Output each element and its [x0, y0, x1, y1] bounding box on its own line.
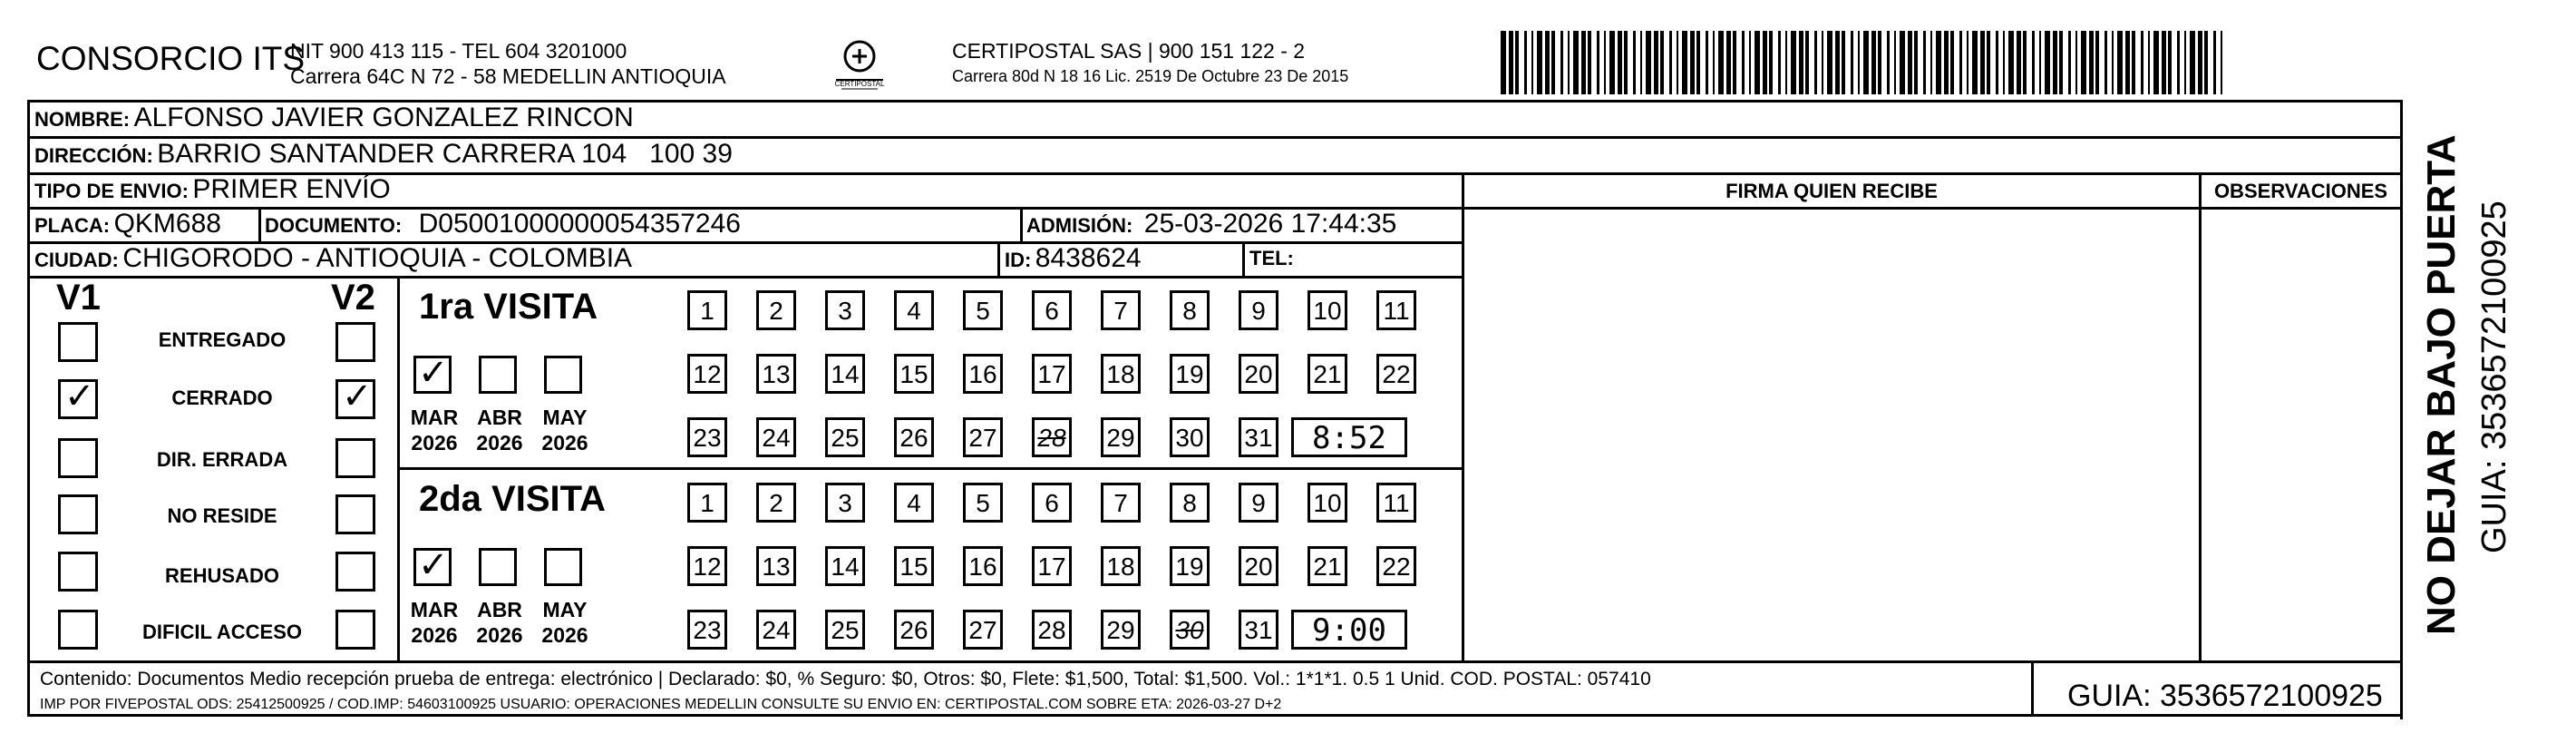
- documento-label: DOCUMENTO:: [265, 214, 403, 237]
- barcode-bar: [1640, 31, 1642, 94]
- month-label: [533, 597, 597, 648]
- barcode-bar: [1568, 31, 1570, 94]
- day-box[interactable]: 29: [1101, 610, 1141, 650]
- barcode-bar: [1581, 31, 1586, 94]
- day-box[interactable]: 11: [1376, 290, 1416, 330]
- month-checkbox[interactable]: [479, 356, 517, 394]
- day-box[interactable]: 19: [1170, 354, 1210, 394]
- v1-checkbox[interactable]: [58, 610, 98, 650]
- status-label: NO RESIDE: [167, 504, 277, 527]
- month-checkbox[interactable]: [413, 352, 452, 394]
- barcode-bar: [1609, 31, 1615, 94]
- barcode-bar: [1573, 31, 1579, 94]
- barcode-bar: [2190, 31, 2195, 94]
- month-checkbox[interactable]: [413, 544, 452, 586]
- barcode-bar: [1660, 31, 1664, 94]
- barcode-bar: [1791, 31, 1796, 94]
- barcode-bar: [1545, 31, 1550, 94]
- barcode-bar: [1987, 31, 1990, 94]
- barcode-bar: [2053, 31, 2057, 94]
- day-box[interactable]: 14: [825, 354, 865, 394]
- v1-checkbox[interactable]: [58, 438, 98, 478]
- month-label: [403, 405, 466, 455]
- barcode-bar: [1524, 31, 1527, 94]
- visit-divider: [399, 467, 1464, 470]
- day-box[interactable]: 21: [1307, 354, 1347, 394]
- barcode-image: [1501, 31, 2226, 94]
- day-box[interactable]: 16: [963, 546, 1003, 586]
- day-box[interactable]: 22: [1376, 546, 1416, 586]
- barcode-bar: [1633, 31, 1636, 94]
- barcode-bar: [2168, 31, 2172, 94]
- visit-title: 2da VISITA: [419, 479, 606, 519]
- barcode-bar: [1669, 31, 1672, 94]
- status-label: DIR. ERRADA: [156, 448, 288, 471]
- direccion-label: DIRECCIÓN:: [34, 144, 153, 167]
- barcode-bar: [1871, 31, 1876, 94]
- nombre-label: NOMBRE:: [34, 108, 131, 131]
- day-box[interactable]: 23: [687, 610, 727, 650]
- day-box[interactable]: 22: [1376, 354, 1416, 394]
- barcode-bar: [1755, 31, 1760, 94]
- barcode-bar: [1551, 31, 1555, 94]
- month-year: 2026: [411, 431, 458, 455]
- barcode-bar: [2112, 31, 2114, 94]
- day-box[interactable]: 15: [894, 546, 934, 586]
- observaciones-header: OBSERVACIONES: [2213, 180, 2388, 202]
- barcode-bar: [2153, 31, 2159, 94]
- admision-row: [1026, 209, 1396, 240]
- barcode-bar: [1944, 31, 1949, 94]
- barcode-bar: [2095, 31, 2099, 94]
- status-label: ENTREGADO: [158, 328, 287, 351]
- day-box[interactable]: 13: [756, 354, 796, 394]
- certipostal-logo: [832, 36, 887, 93]
- certipostal-address: Carrera 80d N 18 16 Lic. 2519 De Octubre 23 De 2015: [952, 67, 1349, 85]
- barcode-bar: [1923, 31, 1926, 94]
- day-box[interactable]: 27: [963, 417, 1003, 457]
- day-box[interactable]: 6: [1032, 290, 1072, 330]
- day-box[interactable]: 26: [894, 610, 934, 650]
- day-box[interactable]: 14: [825, 546, 865, 586]
- tipo-envio-value: PRIMER ENVÍO: [192, 174, 391, 204]
- v1-checkbox[interactable]: [58, 494, 98, 534]
- month-label: [533, 405, 597, 455]
- logo-text: CERTIPOSTAL: [834, 80, 885, 88]
- day-box[interactable]: 6: [1032, 483, 1072, 523]
- v1-checkbox[interactable]: [58, 322, 98, 362]
- barcode-bar: [1980, 31, 1985, 94]
- side-notice: NO DEJAR BAJO PUERTA: [2419, 134, 2464, 635]
- v2-checkbox[interactable]: [335, 322, 375, 362]
- day-box[interactable]: 11: [1376, 483, 1416, 523]
- day-box[interactable]: 13: [756, 546, 796, 586]
- barcode-bar: [2198, 31, 2202, 94]
- barcode-bar: [1827, 31, 1832, 94]
- v2-checkbox[interactable]: [335, 438, 375, 478]
- day-box[interactable]: 24: [756, 610, 796, 650]
- barcode-bar: [1778, 31, 1781, 94]
- v2-checkbox[interactable]: [335, 494, 375, 534]
- tipo-envio-row: [34, 174, 391, 205]
- day-box[interactable]: 27: [963, 610, 1003, 650]
- barcode-bar: [1763, 31, 1767, 94]
- barcode-bar: [1842, 31, 1845, 94]
- barcode-bar: [1785, 31, 1787, 94]
- barcode-bar: [2008, 31, 2014, 94]
- month-name: ABR: [477, 598, 522, 621]
- v2-checkbox[interactable]: [335, 552, 375, 592]
- day-box[interactable]: 1: [687, 483, 727, 523]
- month-label: [468, 405, 531, 455]
- barcode-bar: [2177, 31, 2180, 94]
- ciudad-label: CIUDAD:: [34, 249, 119, 271]
- certipostal-name: CERTIPOSTAL SAS | 900 151 122 - 2: [952, 39, 1306, 63]
- day-box[interactable]: 5: [963, 290, 1003, 330]
- footer-divider: [27, 660, 2403, 663]
- day-box[interactable]: 18: [1101, 546, 1141, 586]
- column-header-underline: [1464, 207, 2400, 210]
- barcode-bar: [2089, 31, 2094, 94]
- barcode-bar: [1560, 31, 1563, 94]
- v1-checkbox[interactable]: [58, 376, 98, 419]
- nombre-row: [34, 103, 634, 133]
- month-year: 2026: [541, 431, 588, 455]
- day-box[interactable]: 2: [756, 483, 796, 523]
- day-box[interactable]: 3: [825, 483, 865, 523]
- month-name: MAR: [410, 598, 459, 621]
- barcode-bar: [2068, 31, 2071, 94]
- barcode-bar: [2017, 31, 2021, 94]
- field-divider: [1020, 207, 1023, 241]
- barcode-bar: [1799, 31, 1803, 94]
- day-box[interactable]: 26: [894, 417, 934, 457]
- day-box[interactable]: 4: [894, 483, 934, 523]
- v2-checkbox[interactable]: [335, 376, 375, 419]
- placa-value: QKM688: [113, 209, 221, 239]
- barcode-bar: [1805, 31, 1809, 94]
- admision-value: 25-03-2026 17:44:35: [1143, 209, 1397, 239]
- day-box[interactable]: 7: [1101, 290, 1141, 330]
- month-year: 2026: [476, 431, 523, 455]
- barcode-bar: [1604, 31, 1606, 94]
- barcode-bar: [2023, 31, 2027, 94]
- day-box[interactable]: 17: [1032, 546, 1072, 586]
- barcode-bar: [1769, 31, 1773, 94]
- day-box[interactable]: 31: [1239, 417, 1278, 457]
- footer-contenido: Contenido: Documentos Medio recepción prueba de entrega: electrónico | Declarado: $0, % Seguro: $0, Otros: $0, Flete: $1,500, Total: $1,500. Vol.: 1*1*1. 0.5 1 Unid. COD. POSTAL: 057410: [40, 669, 1651, 689]
- day-box[interactable]: 21: [1307, 546, 1347, 586]
- barcode-bar: [1677, 31, 1678, 94]
- barcode-bar: [2081, 31, 2086, 94]
- footer-impresion: IMP POR FIVEPOSTAL ODS: 25412500925 / COD.IMP: 54603100925 USUARIO: OPERACIONES MEDELLIN CONSULTE SU ENVIO EN: CERTIPOSTAL.COM SOBRE ETA: 2026-03-27 D+2: [40, 697, 1282, 712]
- day-box[interactable]: 28: [1032, 610, 1072, 650]
- tipo-envio-label: TIPO DE ENVIO:: [34, 180, 189, 202]
- barcode-bar: [2162, 31, 2166, 94]
- barcode-bar: [1858, 31, 1860, 94]
- barcode-bar: [1597, 31, 1599, 94]
- company-name: CONSORCIO ITS: [36, 40, 306, 77]
- id-row: [1005, 243, 1142, 274]
- barcode-bar: [2221, 31, 2222, 94]
- barcode-bar: [1822, 31, 1823, 94]
- company-contact: [290, 38, 726, 89]
- barcode-bar: [1696, 31, 1700, 94]
- barcode-bar: [1618, 31, 1622, 94]
- footer-guia-divider: [2031, 660, 2034, 717]
- status-label: CERRADO: [171, 386, 273, 409]
- barcode-bar: [1959, 31, 1962, 94]
- company-address: Carrera 64C N 72 - 58 MEDELLIN ANTIOQUIA: [290, 64, 726, 88]
- day-box[interactable]: 24: [756, 417, 796, 457]
- month-checkbox[interactable]: [544, 356, 582, 394]
- day-box[interactable]: 17: [1032, 354, 1072, 394]
- barcode-bar: [2125, 31, 2130, 94]
- barcode-bar: [1654, 31, 1658, 94]
- documento-row: [265, 209, 741, 240]
- barcode-bar: [2204, 31, 2208, 94]
- barcode-bar: [1887, 31, 1890, 94]
- barcode-bar: [1509, 31, 1513, 94]
- firma-header: FIRMA QUIEN RECIBE: [1725, 180, 1938, 202]
- month-year: 2026: [541, 623, 588, 647]
- barcode-bar: [1835, 31, 1840, 94]
- barcode-bar: [1851, 31, 1853, 94]
- day-box[interactable]: 23: [687, 417, 727, 457]
- month-year: 2026: [411, 623, 458, 647]
- field-divider: [1242, 241, 1245, 276]
- barcode-bar: [2141, 31, 2143, 94]
- v2-checkbox[interactable]: [335, 610, 375, 650]
- month-label: [468, 597, 531, 648]
- barcode-bar: [1742, 31, 1745, 94]
- day-box[interactable]: 25: [825, 610, 865, 650]
- day-box[interactable]: 30: [1170, 417, 1210, 457]
- tel-row: [1249, 247, 1294, 270]
- footer-guia-number: GUIA: 3536572100925: [2067, 679, 2383, 713]
- month-checkbox[interactable]: [479, 548, 517, 586]
- nombre-value: ALFONSO JAVIER GONZALEZ RINCON: [133, 103, 634, 132]
- barcode-bar: [1814, 31, 1817, 94]
- day-box[interactable]: 28: [1032, 417, 1072, 457]
- day-box[interactable]: 12: [687, 354, 727, 394]
- barcode-bar: [1972, 31, 1978, 94]
- day-box[interactable]: 8: [1170, 483, 1210, 523]
- day-box[interactable]: 9: [1239, 483, 1278, 523]
- visit-time-box[interactable]: 9:00: [1291, 610, 1407, 650]
- barcode-bar: [2213, 31, 2216, 94]
- barcode-bar: [1936, 31, 1941, 94]
- barcode-bar: [1900, 31, 1905, 94]
- v1-title: V1: [56, 278, 101, 318]
- day-box[interactable]: 19: [1170, 546, 1210, 586]
- barcode-bar: [2003, 31, 2005, 94]
- day-box[interactable]: 4: [894, 290, 934, 330]
- day-box[interactable]: 9: [1239, 290, 1278, 330]
- field-divider: [997, 241, 1000, 276]
- barcode-bar: [1537, 31, 1542, 94]
- barcode-bar: [1515, 31, 1519, 94]
- barcode-bar: [1996, 31, 1998, 94]
- month-year: 2026: [476, 623, 523, 647]
- status-label: DIFICIL ACCESO: [141, 621, 302, 643]
- ciudad-row: [34, 243, 632, 274]
- barcode-bar: [1588, 31, 1591, 94]
- barcode-bar: [1713, 31, 1715, 94]
- barcode-bar: [2032, 31, 2035, 94]
- day-box[interactable]: 8: [1170, 290, 1210, 330]
- day-box[interactable]: 10: [1307, 483, 1347, 523]
- day-box[interactable]: 25: [825, 417, 865, 457]
- barcode-bar: [1690, 31, 1695, 94]
- barcode-bar: [1749, 31, 1751, 94]
- barcode-bar: [1718, 31, 1724, 94]
- day-box[interactable]: 29: [1101, 417, 1141, 457]
- barcode-bar: [2075, 31, 2077, 94]
- barcode-bar: [1930, 31, 1932, 94]
- month-name: MAY: [542, 406, 588, 429]
- day-box[interactable]: 12: [687, 546, 727, 586]
- row-divider: [27, 276, 1464, 279]
- v1-checkbox[interactable]: [58, 552, 98, 592]
- day-box[interactable]: 3: [825, 290, 865, 330]
- day-box[interactable]: 20: [1239, 354, 1278, 394]
- column-divider: [1462, 172, 1464, 660]
- barcode-bar: [2045, 31, 2050, 94]
- day-box[interactable]: 31: [1239, 610, 1278, 650]
- column-divider: [2400, 100, 2403, 719]
- month-label: [403, 597, 466, 648]
- barcode-bar: [1914, 31, 1918, 94]
- barcode-bar: [2148, 31, 2150, 94]
- documento-value: D05001000000054357246: [418, 209, 741, 239]
- visit-title: 1ra VISITA: [419, 287, 598, 327]
- barcode-bar: [1682, 31, 1687, 94]
- barcode-bar: [1706, 31, 1708, 94]
- check-mark-icon: ✓: [64, 376, 95, 417]
- barcode-bar: [2132, 31, 2135, 94]
- barcode-bar: [1733, 31, 1736, 94]
- day-box[interactable]: 16: [963, 354, 1003, 394]
- company-nit-tel: NIT 900 413 115 - TEL 604 3201000: [290, 39, 627, 63]
- barcode-bar: [2039, 31, 2041, 94]
- admision-label: ADMISIÓN:: [1026, 214, 1133, 237]
- barcode-bar: [1878, 31, 1881, 94]
- month-name: ABR: [477, 406, 522, 429]
- barcode-bar: [1624, 31, 1628, 94]
- placa-row: [34, 209, 221, 240]
- check-mark-icon: ✓: [418, 544, 449, 586]
- barcode-bar: [1967, 31, 1968, 94]
- field-divider: [258, 207, 261, 241]
- day-box[interactable]: 2: [756, 290, 796, 330]
- month-name: MAR: [410, 406, 459, 429]
- status-label: REHUSADO: [165, 564, 279, 587]
- month-checkbox[interactable]: [544, 548, 582, 586]
- barcode-bar: [1908, 31, 1912, 94]
- day-box[interactable]: 1: [687, 290, 727, 330]
- month-name: MAY: [542, 598, 588, 621]
- barcode-bar: [1531, 31, 1533, 94]
- tel-label: TEL:: [1249, 247, 1294, 269]
- day-box[interactable]: 15: [894, 354, 934, 394]
- placa-label: PLACA:: [34, 214, 111, 237]
- id-label: ID:: [1005, 249, 1032, 271]
- check-mark-icon: ✓: [418, 352, 449, 394]
- column-divider: [2199, 172, 2202, 660]
- barcode-bar: [2184, 31, 2186, 94]
- barcode-bar: [2059, 31, 2063, 94]
- v2-title: V2: [331, 278, 375, 318]
- barcode-bar: [1950, 31, 1954, 94]
- barcode-bar: [1863, 31, 1869, 94]
- day-box[interactable]: 5: [963, 483, 1003, 523]
- side-guia-number: GUIA: 3536572100925: [2475, 200, 2513, 553]
- day-box[interactable]: 20: [1239, 546, 1278, 586]
- check-mark-icon: ✓: [342, 376, 373, 417]
- direccion-row: [34, 139, 733, 170]
- day-box[interactable]: 7: [1101, 483, 1141, 523]
- day-box[interactable]: 30: [1170, 610, 1210, 650]
- day-box[interactable]: 10: [1307, 290, 1347, 330]
- id-value: 8438624: [1035, 243, 1142, 273]
- day-box[interactable]: 18: [1101, 354, 1141, 394]
- barcode-bar: [1501, 31, 1506, 94]
- barcode-bar: [1894, 31, 1896, 94]
- ciudad-value: CHIGORODO - ANTIOQUIA - COLOMBIA: [122, 243, 633, 273]
- barcode-bar: [2105, 31, 2107, 94]
- barcode-bar: [2117, 31, 2123, 94]
- visit-time-box[interactable]: 8:52: [1291, 417, 1407, 457]
- status-divider: [397, 276, 400, 660]
- barcode-bar: [1646, 31, 1651, 94]
- barcode-bar: [1726, 31, 1731, 94]
- direccion-value: BARRIO SANTANDER CARRERA 104 100 39: [157, 139, 733, 169]
